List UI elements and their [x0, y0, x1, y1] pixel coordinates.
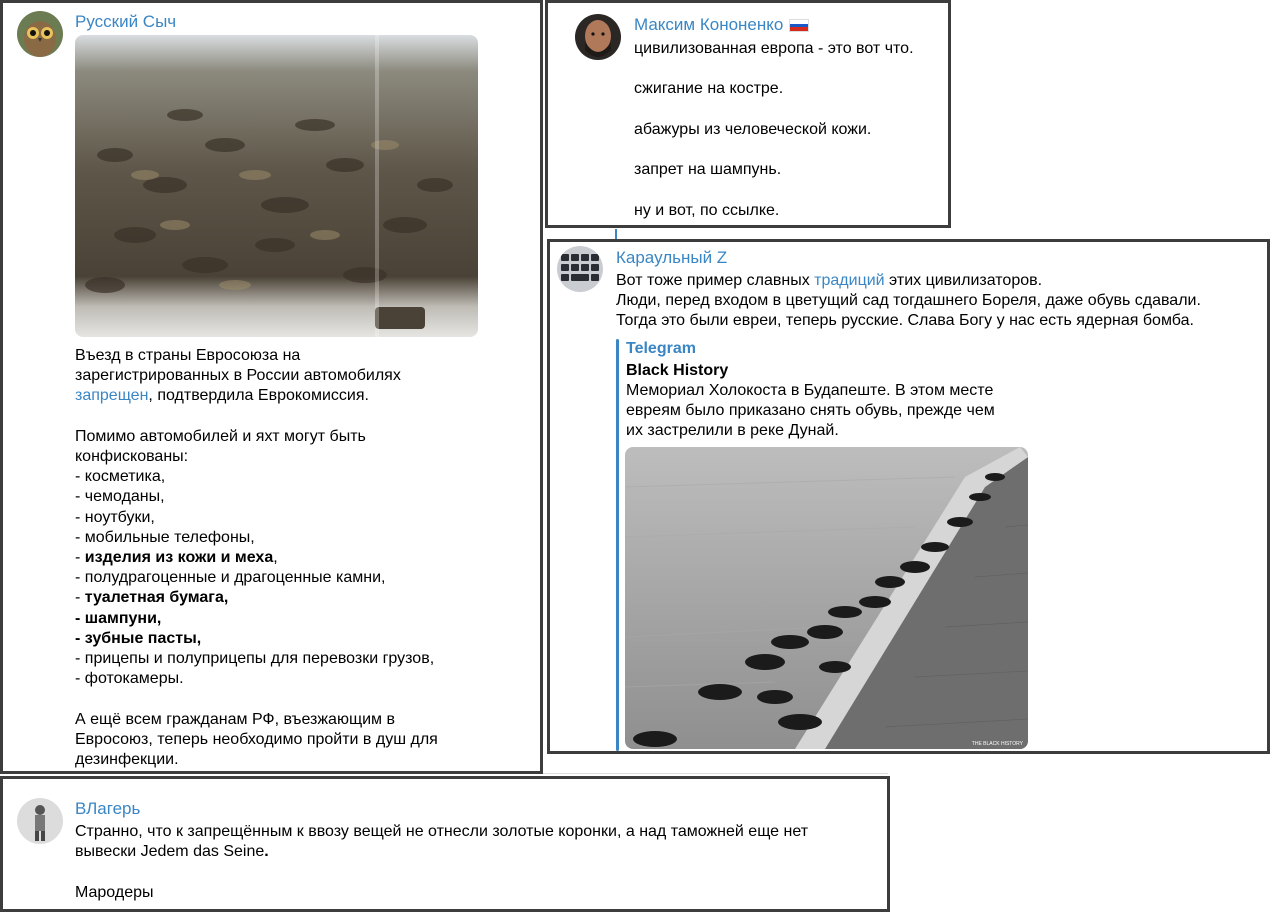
- banned-link[interactable]: запрещен: [75, 387, 149, 405]
- post-vlager: [0, 776, 890, 912]
- post-russkiy-sych: [0, 0, 543, 774]
- post-author[interactable]: ВЛагерь: [75, 799, 141, 818]
- text-line: дезинфекции.: [75, 751, 179, 769]
- text-line: Помимо автомобилей и яхт могут быть: [75, 427, 366, 445]
- text-line: Евросоюз, теперь необходимо пройти в душ для: [75, 730, 438, 748]
- text-line: Странно, что к запрещённым к ввозу вещей не отнесли золотые коронки, а над таможней еще нет: [75, 823, 809, 840]
- post-author[interactable]: Русский Сыч: [75, 12, 177, 31]
- link-preview-bar: [616, 339, 619, 751]
- text-line: запрещен, подтвердила Еврокомиссия.: [75, 387, 369, 405]
- reply-connector: [615, 229, 617, 239]
- text-line: Въезд в страны Евросоюза на: [75, 347, 301, 364]
- preview-title: Black History: [626, 362, 729, 379]
- post-author[interactable]: Караульный Z: [616, 248, 728, 267]
- post-maksim-kononenko: [545, 0, 951, 228]
- traditions-link[interactable]: традиций: [814, 272, 885, 289]
- preview-description: Мемориал Холокоста в Будапеште. В этом месте евреям было приказано снять обувь, прежде чем их застрелили в реке Дунай.: [626, 382, 995, 440]
- text-line: Тогда это были евреи, теперь русские. Слава Богу у нас есть ядерная бомба.: [616, 312, 1194, 330]
- text-line: зарегистрированных в России автомобилях: [75, 367, 401, 385]
- text-line: Мародеры: [75, 883, 154, 901]
- post-text: [75, 346, 438, 770]
- list-item: - ноутбуки,: [75, 508, 155, 526]
- text-line: сжигание на костре.: [634, 80, 784, 98]
- text-line: абажуры из человеческой кожи.: [634, 120, 872, 138]
- text-line: Люди, перед входом в цветущий сад тогдашнего Бореля, даже обувь сдавали.: [616, 292, 1201, 310]
- list-item: - изделия из кожи и меха,: [75, 549, 278, 567]
- list-item: - туалетная бумага,: [75, 589, 229, 607]
- text-line: запрет на шампунь.: [634, 161, 782, 179]
- list-item: - зубные пасты,: [75, 629, 202, 647]
- list-item: - косметика,: [75, 468, 166, 486]
- text-line: вывески Jedem das Seine.: [75, 843, 269, 861]
- text-line: цивилизованная европа - это вот что.: [634, 40, 914, 57]
- text-line: ну и вот, по ссылке.: [634, 201, 780, 219]
- post-text: [634, 39, 914, 221]
- shoes-danube-photo[interactable]: [625, 447, 1028, 749]
- post-author[interactable]: Максим Кононенко: [634, 15, 809, 35]
- guard-avatar[interactable]: [17, 798, 63, 844]
- text-line: конфискованы:: [75, 448, 189, 465]
- list-item: - прицепы и полуприцепы для перевозки грузов,: [75, 650, 435, 668]
- post-text: [75, 822, 808, 903]
- preview-site-name: Telegram: [626, 340, 696, 357]
- list-item: - шампуни,: [75, 609, 162, 627]
- shoes-pile-photo[interactable]: [75, 35, 478, 337]
- russia-flag-icon: [789, 19, 809, 32]
- owl-avatar[interactable]: [17, 11, 63, 57]
- list-item: - мобильные телефоны,: [75, 528, 255, 546]
- keyboard-avatar[interactable]: [557, 246, 603, 292]
- post-karaulny-z: [547, 239, 1270, 754]
- list-item: - полудрагоценные и драгоценные камни,: [75, 569, 386, 587]
- list-item: - фотокамеры.: [75, 670, 184, 688]
- link-preview[interactable]: [626, 339, 995, 442]
- photo-watermark: THE BLACK HISTORY: [971, 741, 1023, 747]
- post-text: [616, 271, 1201, 332]
- text-line: Вот тоже пример славных традиций этих цивилизаторов.: [616, 272, 1043, 289]
- list-item: - чемоданы,: [75, 488, 165, 506]
- text-line: А ещё всем гражданам РФ, въезжающим в: [75, 710, 395, 728]
- bearded-man-avatar[interactable]: [575, 14, 621, 60]
- divider-line: [543, 773, 888, 774]
